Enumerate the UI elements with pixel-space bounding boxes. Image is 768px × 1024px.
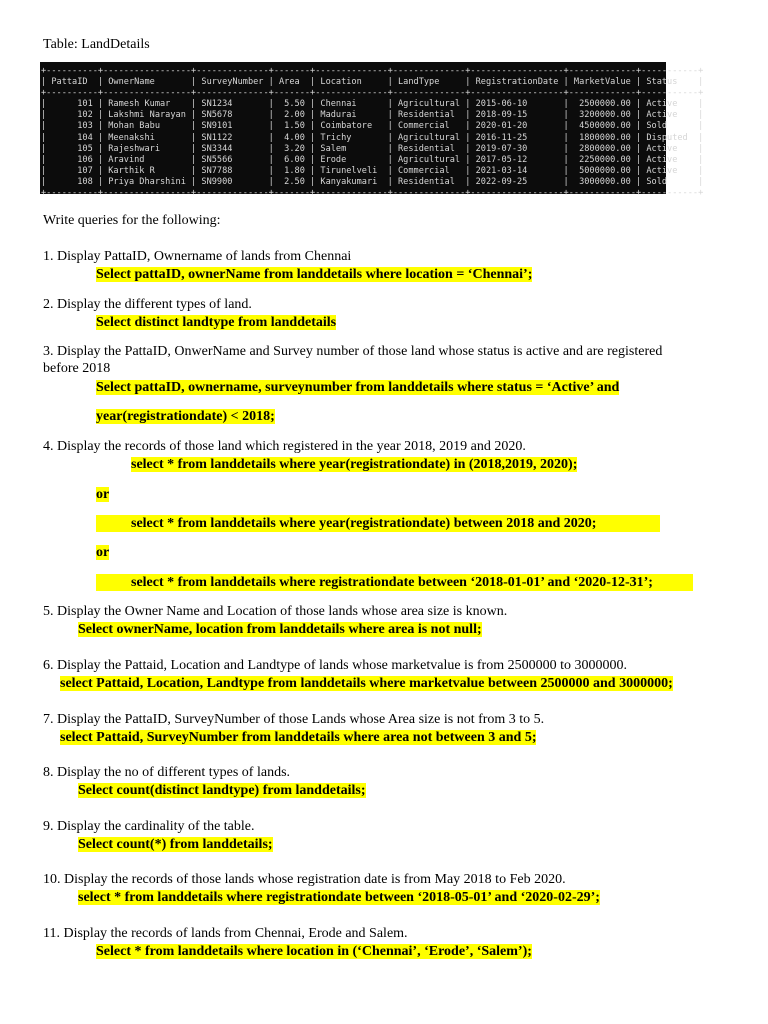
answer-3-line-1: Select pattaID, ownername, surveynumber from landdetails where status = ‘Active’ and [96, 380, 620, 395]
answer-11: Select * from landdetails where location in (‘Chennai’, ‘Erode’, ‘Salem’); [96, 944, 532, 959]
answer-4-option-3: select * from landdetails where registrationdate between ‘2018-01-01’ and ‘2020-12-31’; [96, 574, 693, 591]
table-header-row: | PattaID | OwnerName | SurveyNumber | Area | Location | LandType | RegistrationDate | MarketValue | Status | [41, 77, 704, 88]
question-3: 3. Display the PattaID, OnwerName and Survey number of those land whose status is active and are registered before 2018 [43, 344, 663, 376]
answer-5: Select ownerName, location from landdetails where area is not null; [78, 622, 482, 637]
answer-3-line-2: year(registrationdate) < 2018; [96, 409, 275, 424]
table-screenshot [40, 62, 704, 199]
question-6: 6. Display the Pattaid, Location and Landtype of lands whose marketvalue is from 2500000 to 3000000. [43, 658, 627, 673]
question-5: 5. Display the Owner Name and Location of those lands whose area size is known. [43, 604, 508, 619]
question-2: 2. Display the different types of land. [43, 297, 252, 312]
table-row: | 105 | Rajeshwari | SN3344 | 3.20 | Salem | Residential | 2019-07-30 | 2800000.00 | Active | [41, 143, 704, 154]
table-border-bottom: +----------+-----------------+--------------+-------+--------------+--------------+------------------+-------------+-----------+ [41, 188, 704, 199]
table-row: | 102 | Lakshmi Narayan | SN5678 | 2.00 | Madurai | Residential | 2018-09-15 | 3200000.00 | Active | [41, 110, 704, 121]
answer-6: select Pattaid, Location, Landtype from landdetails where marketvalue between 2500000 and 3000000; [60, 676, 673, 691]
table-row: | 104 | Meenakshi | SN1122 | 4.00 | Trichy | Agricultural | 2016-11-25 | 1800000.00 | Disputed | [41, 132, 704, 143]
answer-2: Select distinct landtype from landdetails [96, 315, 337, 330]
question-1: 1. Display PattaID, Ownername of lands from Chennai [43, 249, 352, 264]
table-border-top: +----------+-----------------+--------------+-------+--------------+--------------+------------------+-------------+-----------+ [41, 66, 704, 76]
table-row: | 107 | Karthik R | SN7788 | 1.80 | Tirunelveli | Commercial | 2021-03-14 | 5000000.00 | Active | [41, 165, 704, 176]
question-10: 10. Display the records of those lands whose registration date is from May 2018 to Feb 2020. [43, 872, 566, 887]
question-9: 9. Display the cardinality of the table. [43, 819, 255, 834]
answer-10: select * from landdetails where registrationdate between ‘2018-05-01’ and ‘2020-02-29’; [78, 890, 600, 905]
table-title: Table: LandDetails [43, 37, 150, 52]
answer-4-option-1: select * from landdetails where year(registrationdate) in (2018,2019, 2020); [131, 457, 578, 472]
answer-4-option-2: select * from landdetails where year(registrationdate) between 2018 and 2020; [96, 515, 660, 532]
answer-8: Select count(distinct landtype) from landdetails; [78, 783, 366, 798]
answer-4-or-2: or [96, 545, 110, 560]
answer-9: Select count(*) from landdetails; [78, 837, 273, 852]
question-11: 11. Display the records of lands from Chennai, Erode and Salem. [43, 926, 408, 941]
answer-1: Select pattaID, ownerName from landdetails where location = ‘Chennai’; [96, 267, 533, 282]
table-row: | 101 | Ramesh Kumar | SN1234 | 5.50 | Chennai | Agricultural | 2015-06-10 | 2500000.00 | Active | [41, 99, 704, 110]
table-row: | 103 | Mohan Babu | SN9101 | 1.50 | Coimbatore | Commercial | 2020-01-20 | 4500000.00 | Sold | [41, 121, 704, 132]
table-border-mid: +----------+-----------------+--------------+-------+--------------+--------------+------------------+-------------+-----------+ [41, 88, 704, 99]
table-row: | 106 | Aravind | SN5566 | 6.00 | Erode | Agricultural | 2017-05-12 | 2250000.00 | Active | [41, 154, 704, 165]
question-4: 4. Display the records of those land which registered in the year 2018, 2019 and 2020. [43, 439, 526, 454]
answer-4-or-1: or [96, 487, 110, 502]
answer-7: select Pattaid, SurveyNumber from landdetails where area not between 3 and 5; [60, 730, 537, 745]
instructions: Write queries for the following: [43, 213, 221, 228]
table-row: | 108 | Priya Dharshini | SN9900 | 2.50 | Kanyakumari | Residential | 2022-09-25 | 3000000.00 | Sold | [41, 176, 704, 187]
question-7: 7. Display the PattaID, SurveyNumber of those Lands whose Area size is not from 3 to 5. [43, 712, 545, 727]
question-8: 8. Display the no of different types of lands. [43, 765, 291, 780]
